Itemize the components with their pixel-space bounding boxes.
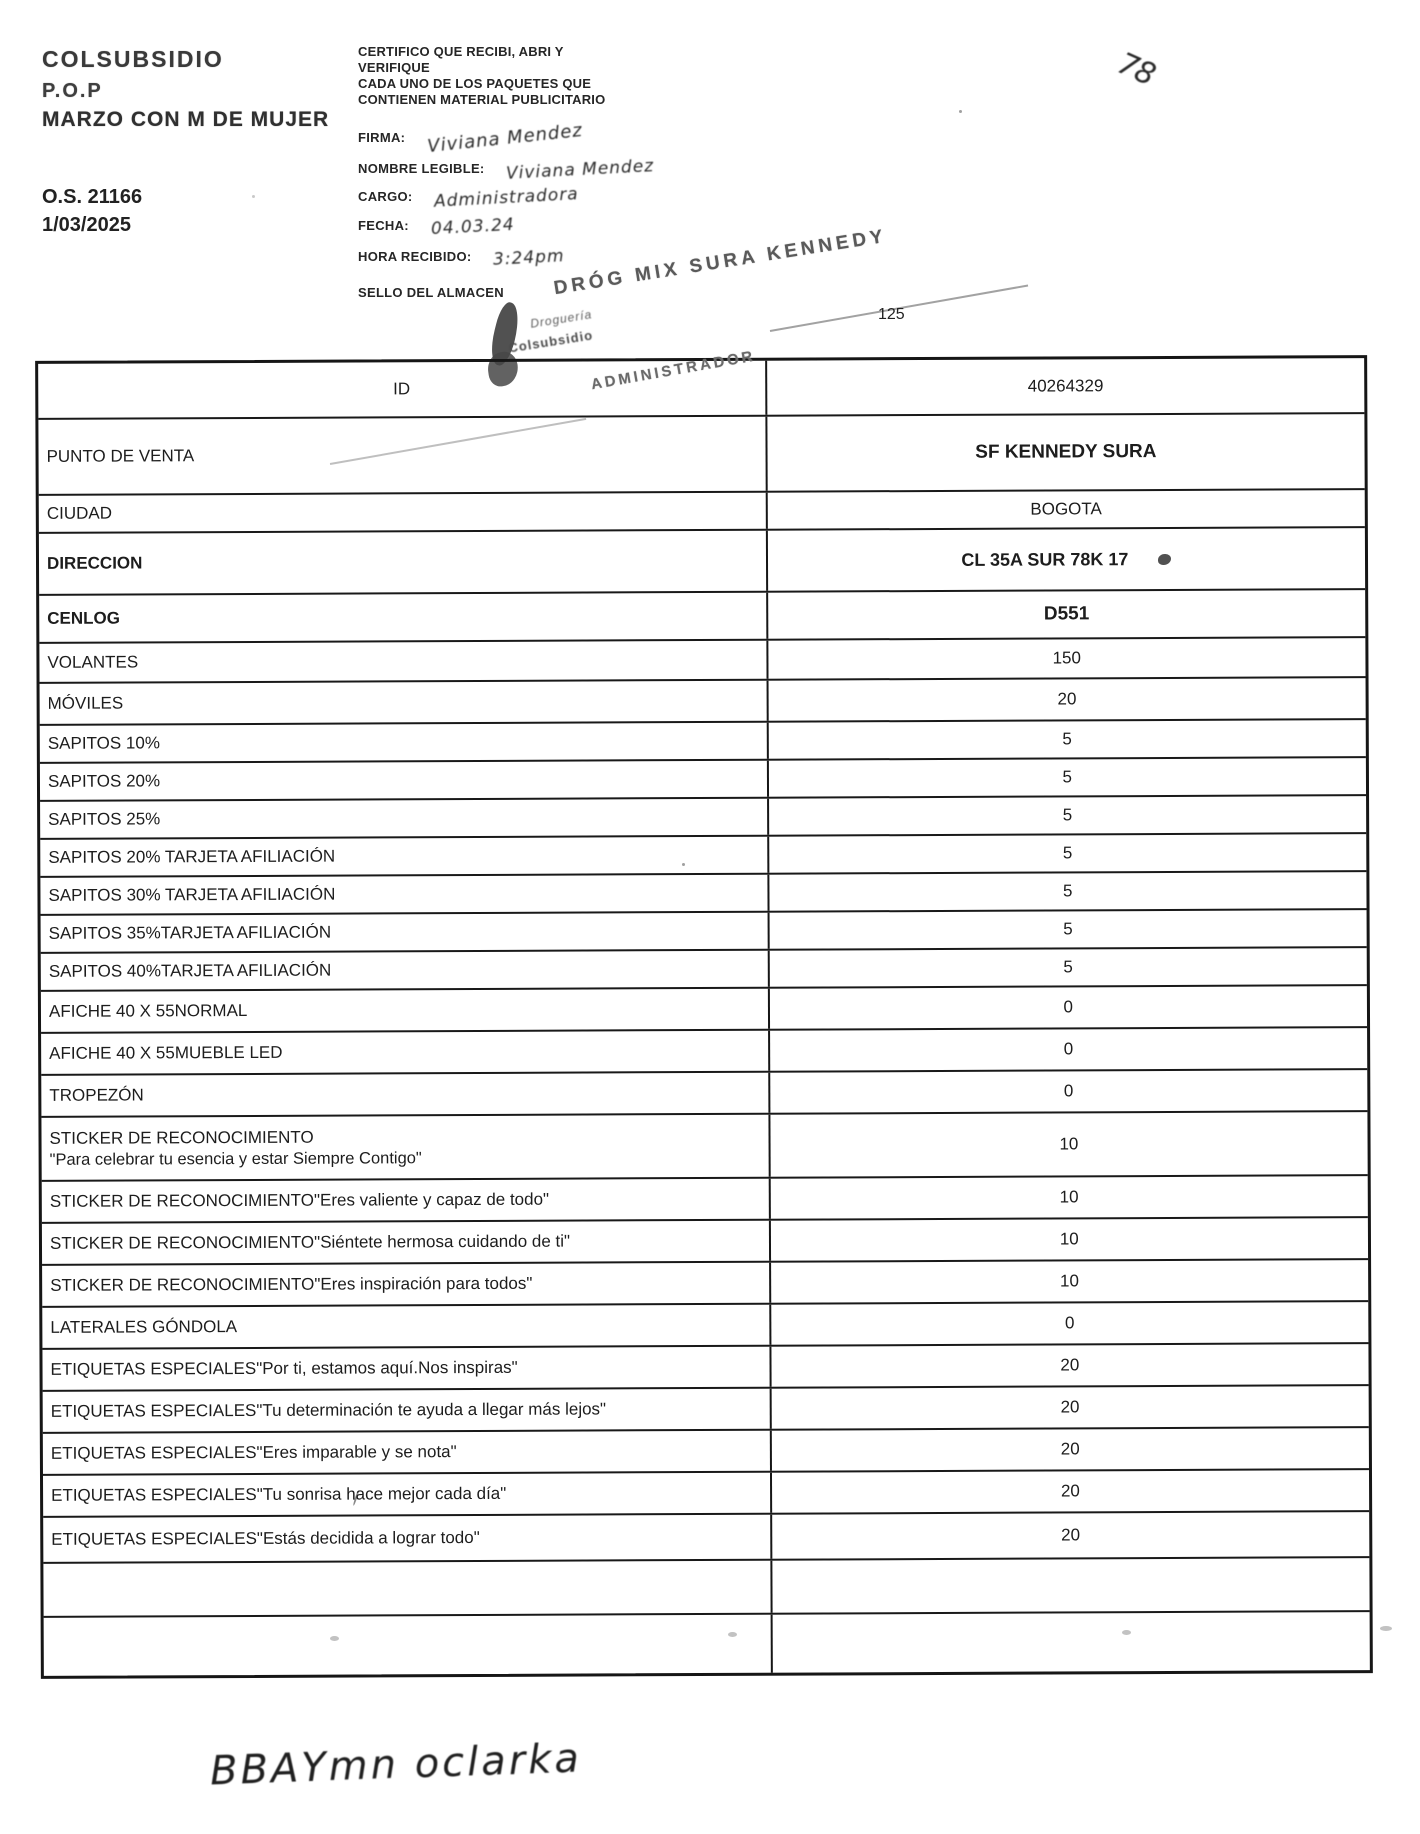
item-label: SAPITOS 35%TARJETA AFILIACIÓN — [48, 922, 332, 943]
item-value: 0 — [1063, 997, 1074, 1017]
item-value-cell — [770, 1512, 1370, 1559]
job-title-handwriting: Administradora — [434, 184, 580, 212]
item-label: PUNTO DE VENTA — [46, 446, 195, 466]
item-value: 5 — [1063, 919, 1073, 939]
item-label-cell — [39, 641, 766, 682]
item-label-cell — [42, 1221, 769, 1264]
table-row — [41, 986, 1367, 1034]
item-label-cell — [41, 913, 768, 952]
item-label: VOLANTES — [47, 652, 139, 672]
item-label-cell — [43, 1515, 770, 1562]
item-value: 5 — [1062, 805, 1073, 825]
item-value: 20 — [1060, 1355, 1080, 1375]
campaign-title: MARZO CON M DE MUJER — [42, 108, 330, 131]
job-title-label: CARGO: — [358, 189, 413, 204]
job-title-field — [358, 184, 580, 212]
item-value-cell — [770, 1612, 1370, 1673]
time-received-handwriting: 3:24pm — [492, 246, 566, 270]
item-label: ETIQUETAS ESPECIALES"Por ti, estamos aquí.Nos inspiras" — [50, 1357, 518, 1379]
item-label: SAPITOS 25% — [48, 809, 161, 829]
item-label: SAPITOS 30% TARJETA AFILIACIÓN — [48, 884, 336, 905]
item-value: 20 — [1061, 1525, 1081, 1545]
item-label-cell — [42, 1305, 769, 1348]
item-value: 10 — [1059, 1271, 1079, 1291]
legible-name-handwriting: Viviana Mendez — [506, 156, 656, 184]
warehouse-seal-label: SELLO DEL ALMACEN — [358, 285, 504, 300]
date-label: FECHA: — [358, 218, 409, 233]
table-row — [42, 1176, 1368, 1224]
bottom-handwritten-note: BBAYmn oclarka — [209, 1735, 583, 1795]
item-label-cell — [39, 593, 766, 642]
item-label: STICKER DE RECONOCIMIENTO"Eres valiente y capaz de todo" — [49, 1189, 550, 1211]
table-row — [39, 490, 1365, 534]
table-row — [43, 1428, 1369, 1476]
pharmacy-stamp-text: Droguería — [529, 307, 594, 331]
item-value: SF KENNEDY SURA — [975, 441, 1157, 463]
item-value-cell — [767, 758, 1367, 797]
item-label: SAPITOS 40%TARJETA AFILIACIÓN — [48, 960, 332, 981]
item-label: SAPITOS 20% — [47, 771, 161, 791]
table-row — [40, 872, 1366, 916]
item-value: 20 — [1060, 1397, 1080, 1417]
pharmacy-stamp-text: Colsubsidio — [507, 327, 595, 356]
item-label — [52, 1644, 771, 1647]
table-row — [43, 1470, 1369, 1518]
item-label-cell — [40, 681, 767, 724]
item-value: 10 — [1059, 1134, 1079, 1154]
item-label-cell — [42, 1179, 769, 1222]
certify-line: CERTIFICO QUE RECIBI, ABRI Y — [358, 44, 564, 59]
warehouse-seal-field — [358, 285, 504, 300]
item-label-cell — [43, 1389, 770, 1432]
signature-field — [358, 119, 585, 158]
item-label-cell — [43, 1561, 770, 1616]
item-label-cell — [39, 493, 766, 532]
scan-speck — [1380, 1626, 1392, 1631]
item-value-cell — [767, 910, 1367, 949]
item-label: ETIQUETAS ESPECIALES"Estás decidida a lograr todo" — [51, 1527, 480, 1549]
date-field — [358, 214, 515, 240]
item-value: 5 — [1062, 729, 1072, 749]
table-row — [41, 1112, 1367, 1182]
table-row — [39, 638, 1365, 684]
item-value: 0 — [1063, 1039, 1074, 1059]
item-label-cell — [40, 761, 767, 800]
item-label-cell — [39, 531, 766, 594]
item-value: 5 — [1062, 881, 1073, 901]
item-value: 20 — [1057, 689, 1077, 709]
item-value-cell — [769, 1344, 1369, 1387]
certify-line: CONTIENEN MATERIAL PUBLICITARIO — [358, 92, 606, 107]
item-value-cell — [770, 1558, 1370, 1613]
item-value-cell — [766, 638, 1366, 679]
item-value-cell — [769, 1218, 1369, 1261]
item-label — [51, 1587, 770, 1590]
item-label: TROPEZÓN — [49, 1085, 144, 1105]
item-value: D551 — [1043, 603, 1090, 625]
item-value: 10 — [1059, 1187, 1079, 1207]
item-label: SAPITOS 20% TARJETA AFILIACIÓN — [48, 846, 336, 867]
company-name: COLSUBSIDIO — [42, 46, 224, 72]
table-row — [41, 910, 1367, 954]
item-value-cell — [769, 1428, 1369, 1471]
certify-line: VERIFIQUE — [358, 60, 430, 75]
time-received-field — [358, 248, 565, 268]
item-label-cell — [43, 1473, 770, 1516]
item-value-cell — [765, 358, 1365, 415]
item-label: MÓVILES — [47, 693, 124, 713]
item-value: 0 — [1063, 1081, 1074, 1101]
item-label: STICKER DE RECONOCIMIENTO — [49, 1127, 314, 1148]
item-value-cell — [769, 1386, 1369, 1429]
item-label-cell — [42, 1347, 769, 1390]
delivery-table-body — [38, 358, 1370, 1676]
item-label-cell — [44, 1615, 771, 1676]
item-label-line2: "Para celebrar tu esencia y estar Siempre Contigo" — [49, 1148, 422, 1169]
item-value-cell — [769, 1302, 1369, 1345]
table-row — [40, 678, 1366, 726]
store-rubber-stamp: DRÓG MIX SURA KENNEDY — [552, 225, 889, 300]
item-value-cell — [768, 1028, 1368, 1071]
item-value-cell — [766, 678, 1366, 721]
item-value: CL 35A SUR 78K 17 — [961, 548, 1129, 570]
item-label-cell — [41, 951, 768, 990]
legible-name-field — [358, 156, 656, 184]
item-label-cell — [41, 989, 768, 1032]
signature-label: FIRMA: — [358, 130, 406, 145]
table-row — [40, 720, 1366, 764]
item-label-cell — [42, 1263, 769, 1306]
item-label-cell — [40, 837, 767, 876]
item-label: CENLOG — [47, 608, 121, 628]
item-value-cell — [768, 1070, 1368, 1113]
item-value: 40264329 — [1027, 376, 1104, 396]
certify-line: CADA UNO DE LOS PAQUETES QUE — [358, 76, 592, 91]
table-row — [39, 528, 1365, 596]
scan-speck — [959, 110, 962, 113]
item-label-cell — [40, 799, 767, 838]
item-value: 20 — [1060, 1481, 1080, 1501]
item-value: 150 — [1052, 648, 1081, 668]
item-value-cell — [768, 1176, 1368, 1219]
item-label-cell — [38, 417, 765, 494]
table-row — [41, 948, 1367, 992]
item-label: LATERALES GÓNDOLA — [50, 1317, 238, 1337]
time-received-label: HORA RECIBIDO: — [358, 249, 472, 264]
table-row — [39, 590, 1365, 644]
item-value: 10 — [1059, 1229, 1079, 1249]
item-value: 0 — [1064, 1313, 1075, 1333]
item-label: ETIQUETAS ESPECIALES"Eres imparable y se nota" — [50, 1442, 457, 1463]
item-value-cell — [767, 796, 1367, 835]
item-value-cell — [768, 986, 1368, 1029]
item-label-cell — [41, 1073, 768, 1116]
item-label-cell — [40, 723, 767, 762]
batch-number: 125 — [878, 306, 905, 323]
table-row — [40, 834, 1366, 878]
item-label: ETIQUETAS ESPECIALES"Tu sonrisa hace mejor cada día" — [51, 1483, 507, 1505]
table-row — [42, 1218, 1368, 1266]
item-value-cell — [767, 834, 1367, 873]
delivery-table — [35, 355, 1373, 1679]
table-row — [43, 1512, 1369, 1564]
item-label: STICKER DE RECONOCIMIENTO"Siéntete hermosa cuidando de ti" — [49, 1231, 571, 1253]
administrator-rubber-stamp: ADMINISTRADOR — [589, 347, 757, 394]
item-value-cell — [765, 490, 1365, 529]
table-row — [38, 414, 1364, 496]
item-label-cell — [40, 875, 767, 914]
item-value-cell — [770, 1470, 1370, 1513]
item-value: BOGOTA — [1030, 499, 1102, 519]
item-label-cell — [41, 1031, 768, 1074]
item-value: 5 — [1063, 957, 1073, 977]
item-value-cell — [765, 414, 1365, 491]
item-label: CIUDAD — [46, 503, 113, 523]
order-number: O.S. 21166 — [42, 186, 143, 208]
item-value-cell — [768, 1112, 1368, 1177]
item-label-cell — [41, 1115, 768, 1180]
table-row — [43, 1558, 1369, 1618]
table-row — [41, 1070, 1367, 1118]
handwritten-page-number: 78 — [1112, 46, 1160, 93]
date-handwriting: 04.03.24 — [430, 214, 515, 240]
item-value-cell — [766, 528, 1366, 591]
table-row — [42, 1344, 1368, 1392]
item-value: 20 — [1060, 1439, 1080, 1459]
table-row — [40, 758, 1366, 802]
table-row — [40, 796, 1366, 840]
item-value-cell — [767, 948, 1367, 987]
campaign-line: P.O.P — [42, 80, 103, 102]
scan-speck — [252, 195, 255, 198]
table-row — [44, 1612, 1370, 1676]
table-row — [41, 1028, 1367, 1076]
item-value-cell — [766, 720, 1366, 759]
item-value-cell — [769, 1260, 1369, 1303]
item-value: 5 — [1062, 767, 1073, 787]
item-label: STICKER DE RECONOCIMIENTO"Eres inspiración para todos" — [50, 1273, 533, 1295]
table-row — [43, 1386, 1369, 1434]
item-value-cell — [766, 590, 1366, 639]
table-row — [42, 1302, 1368, 1350]
order-date: 1/03/2025 — [42, 214, 131, 236]
item-label: ETIQUETAS ESPECIALES"Tu determinación te ayuda a llegar más lejos" — [50, 1399, 607, 1421]
item-label: SAPITOS 10% — [47, 733, 160, 753]
item-value: 5 — [1062, 843, 1073, 863]
table-row — [42, 1260, 1368, 1308]
item-value-cell — [767, 872, 1367, 911]
certification-statement — [358, 44, 605, 108]
signature-handwriting: Viviana Mendez — [426, 119, 585, 158]
item-label: ID — [393, 379, 411, 399]
item-label-cell — [43, 1431, 770, 1474]
item-label: AFICHE 40 X 55NORMAL — [48, 1000, 248, 1021]
legible-name-label: NOMBRE LEGIBLE: — [358, 161, 485, 176]
item-label: DIRECCION — [46, 553, 143, 573]
item-label: AFICHE 40 X 55MUEBLE LED — [49, 1042, 283, 1063]
